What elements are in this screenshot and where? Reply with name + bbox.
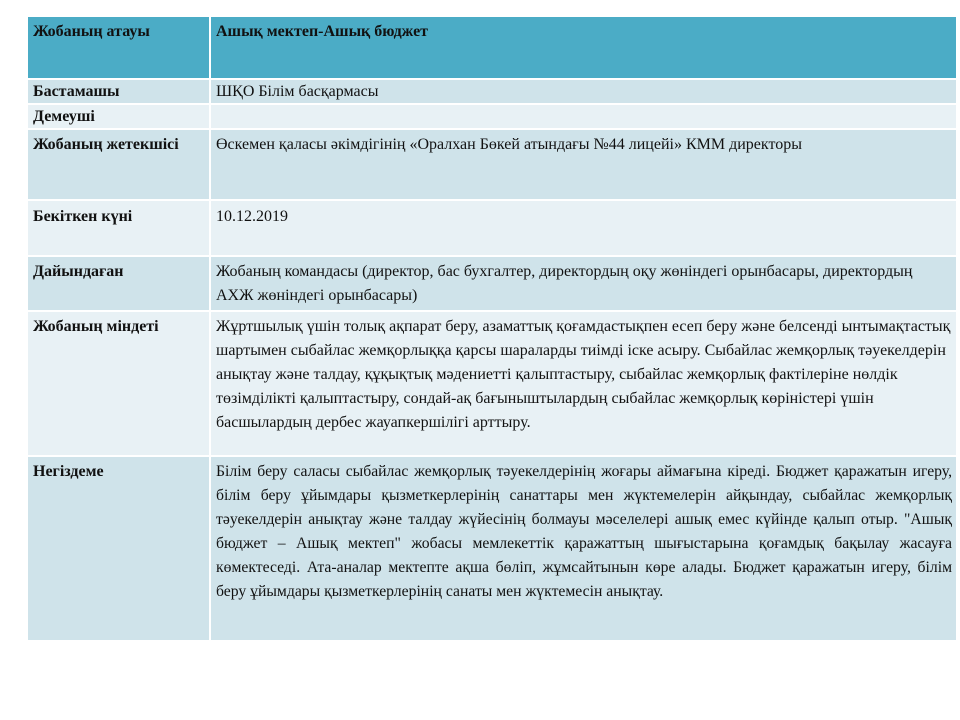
- row-label-sponsor: Демеуші: [27, 104, 210, 129]
- table-row-sponsor: [27, 104, 957, 129]
- row-value-title: Ашық мектеп-Ашық бюджет: [210, 16, 957, 79]
- row-value-approval-date: 10.12.2019: [210, 200, 957, 256]
- row-label-title: Жобаның атауы: [27, 16, 210, 79]
- row-value-prepared-by: Жобаның командасы (директор, бас бухгалтер, директордың оқу жөніндегі орынбасары, директордың АХЖ жөніндегі орынбасары): [210, 256, 957, 311]
- table-row-task: [27, 311, 957, 456]
- row-label-prepared-by: Дайындаған: [27, 256, 210, 311]
- project-info-table: [26, 15, 958, 642]
- table-row-leader: [27, 129, 957, 200]
- row-label-approval-date: Бекіткен күні: [27, 200, 210, 256]
- table-row-rationale: [27, 456, 957, 641]
- row-label-rationale: Негіздеме: [27, 456, 210, 641]
- row-value-task: Жұртшылық үшін толық ақпарат беру, азаматтық қоғамдастықпен есеп беру және белсенді ынтымақтастық шартымен сыбайлас жемқорлыққа қарсы шараларды тиімді іске асыру. Сыбайлас жемқорлық тәуекелдерін анықтау және талдау, құқықтық мәдениетті қалыптастыру, сыбайлас жемқорлық фактілеріне нөлдік төзімділікті қалыптастыру, сондай-ақ бағыныштылардың сыбайлас жемқорлық көріністері үшін басшылардың дербес жауапкершілігі арттыру.: [210, 311, 957, 456]
- row-label-task: Жобаның міндеті: [27, 311, 210, 456]
- row-value-initiator: ШҚО Білім басқармасы: [210, 79, 957, 104]
- row-value-leader: Өскемен қаласы әкімдігінің «Оралхан Бөкей атындағы №44 лицейі» КММ директоры: [210, 129, 957, 200]
- table-row-initiator: [27, 79, 957, 104]
- table-row-approval-date: [27, 200, 957, 256]
- table-row-prepared-by: [27, 256, 957, 311]
- row-value-sponsor: [210, 104, 957, 129]
- table-row-title: [27, 16, 957, 79]
- row-value-rationale: Білім беру саласы сыбайлас жемқорлық тәуекелдерінің жоғары аймағына кіреді. Бюджет қаражатын игеру, білім беру ұйымдары қызметкерлерінің санаттары мен жүктемелерін айқындау, сыбайлас жемқорлық тәуекелдерін анықтау және талдау жүйесінің болмауы мәселелері ашық емес күйінде қалып отыр. "Ашық бюджет – Ашық мектеп" жобасы мемлекеттік қаражаттың шығыстарына қоғамдық бақылау жасауға көмектеседі. Ата-аналар мектепте ақша бөліп, жұмсайтынын көре алады. Бюджет қаражатын игеру, білім беру ұйымдары қызметкерлерінің санаты мен жүктемесін анықтау.: [210, 456, 957, 641]
- row-label-initiator: Бастамашы: [27, 79, 210, 104]
- row-label-leader: Жобаның жетекшісі: [27, 129, 210, 200]
